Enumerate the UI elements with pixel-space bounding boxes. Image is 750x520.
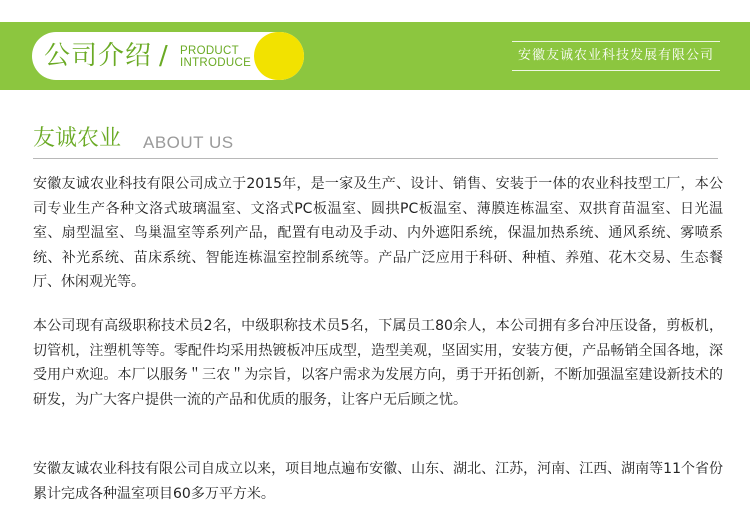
banner-slash: / [159, 41, 168, 71]
paragraph-staff: 本公司现有高级职称技术员2名，中级职称技术员5名，下属员工80余人，本公司拥有多台冲压设备，剪板机，切管机，注塑机等等。零配件均采用热镀板冲压成型，造型美观，坚固实用，安装方便，产品畅销全国各地，深受用户欢迎。本厂以服务＂三农＂为宗旨，以客户需求为发展方向，勇于开拓创新，不断加强温室建设新技术的研发，为广大客户提供一流的产品和优质的服务，让客户无后顾之忧。 [33, 318, 723, 408]
company-name: 安徽友诚农业科技发展有限公司 [512, 41, 720, 71]
yellow-dot-decoration [254, 32, 304, 80]
banner-title-en-line1: PRODUCT [180, 45, 239, 57]
banner-title-cn: 公司介绍 [44, 41, 153, 71]
section-title-en: ABOUT US [143, 133, 234, 152]
company-name-box [512, 38, 720, 74]
banner-title-en [180, 45, 251, 69]
header-banner [0, 22, 750, 90]
paragraph-intro: 安徽友诚农业科技有限公司成立于2015年，是一家及生产、设计、销售、安装于一体的农业科技型工厂，本公司专业生产各种文洛式玻璃温室、文洛式PC板温室、圆拱PC板温室、薄膜连栋温室、双拱育苗温室、日光温室、扇型温室、鸟巢温室等系列产品，配置有电动及手动、内外遮阳系统，保温加热系统、通风系统、雾喷系统、补光系统、苗床系统、智能连栋温室控制系统等。产品广泛应用于科研、种植、养殖、花木交易、生态餐厅、休闲观光等。 [33, 176, 723, 290]
banner-title-en-line2: INTRODUCE [180, 57, 252, 69]
section-heading [33, 122, 718, 159]
top-margin [0, 0, 750, 22]
title-pill [32, 32, 304, 80]
paragraph-projects: 安徽友诚农业科技有限公司自成立以来，项目地点遍布安徽、山东、湖北、江苏，河南、江西、湖南等11个省份累计完成各种温室项目60多万平方米。 [33, 461, 723, 502]
section-title-cn: 友诚农业 [33, 126, 122, 151]
